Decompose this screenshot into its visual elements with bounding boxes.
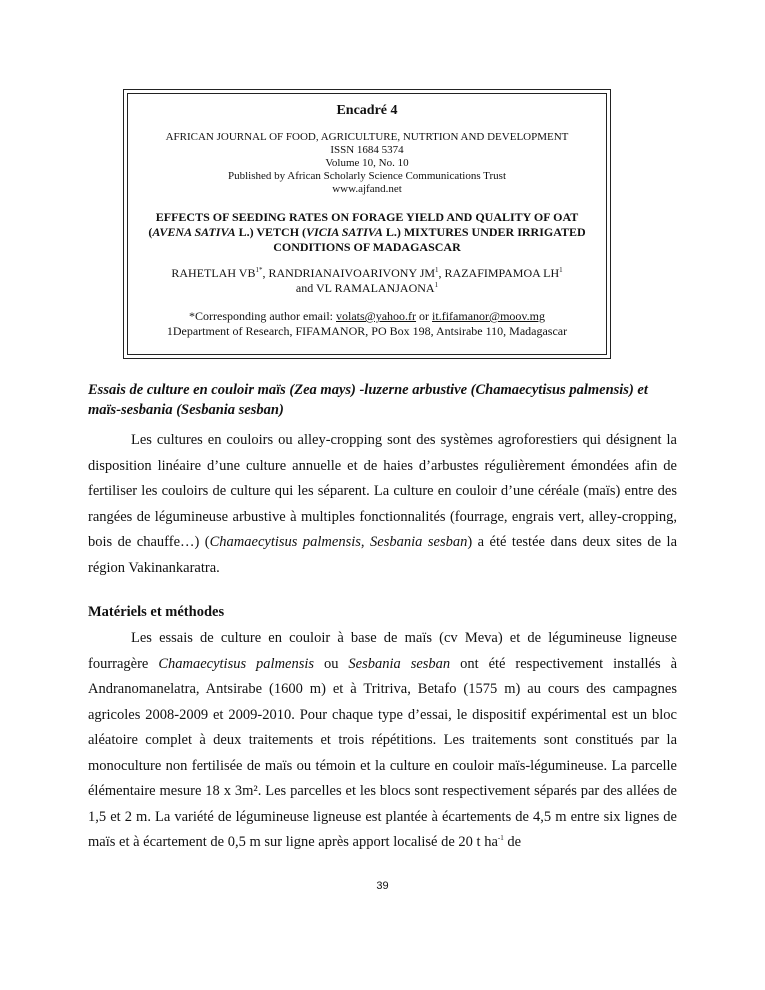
encadre-box [123,89,611,359]
authors: RAHETLAH $VB^{1*}$, RANDRIANAIVOARIVONY $JM^1$, RAZAFIMPAMOA $LH^1$ and VL RAMALANJAONA$^1$ [171,266,563,295]
journal-name: AFRICAN JOURNAL OF FOOD, AGRICULTURE, NUTRTION AND DEVELOPMENT [165,131,569,143]
box-title: Encadré 4 [336,103,398,118]
article-title: EFFECTS OF SEEDING RATES ON FORAGE YIELD AND QUALITY OF OAT (AVENA SATIVA L.) VETCH (VICIA SATIVA L.) MIXTURES UNDER IRRIGATED CONDITIONS OF MADAGASCAR [148,210,586,254]
affiliation: 1Department of Research, FIFAMANOR, PO Box 198, Antsirabe 110, Madagascar [166,324,568,338]
section-heading-italic: Essais de culture en couloir maïs (Zea mays) -luzerne arbustive (Chamaecytisus palmensis) et maïs-sesbania (Sesbania sesban) [88,382,648,418]
paragraph-methods: Les essais de culture en couloir à base de maïs (cv Meva) et de légumineuse ligneuse fourragère Chamaecytisus palmensis ou Sesbania sesban ont été respectivement installés à Andranomanelatra, Antsirabe (1600 m) et à Tritriva, Betafo (1575 m) au cours des campagnes agricoles 2008-2009 et 2009-2010. Pour chaque type d’essai, le dispositif expérimental est un bloc aléatoire complet à deux traitements et trois répétitions. Les traitements sont constitués par la monoculture non fertilisée de maïs ou témoin et la culture en couloir maïs-légumineuse. La parcelle élémentaire mesure 18 x 3m². Les parcelles et les blocs sont respectivement séparés par des allées de 1,5 et 2 m. La variété de légumineuse ligneuse est plantée à écartements de 4,5 m entre six lignes de maïs et à écartement de 0,5 m sur ligne après apport localisé de 20 t $ha^{-1}$ de [88,630,678,850]
corresponding-author: *Corresponding author email: volats@yahoo.fr or it.fifamanor@moov.mg 1Department of Research, FIFAMANOR, PO Box 198, Antsirabe 110, Madagascar [166,309,568,338]
paragraph-intro: Les cultures en couloirs ou alley-cropping sont des systèmes agroforestiers qui désignent la disposition linéaire d’une culture annuelle et de haies d’arbustes régulièrement émondées afin de fertiliser les couloirs de culture qui les séparent. La culture en couloir d’une céréale (maïs) entre des rangées de légumineuse arbustive à multiples fonctionnalités (fourrage, engrais vert, alley-cropping, bois de chauffe…) (Chamaecytisus palmensis, Sesbania sesban) a été testée dans deux sites de la région Vakinankaratra. [88,432,678,576]
journal-publisher: Published by African Scholarly Science Communications Trust [227,170,507,182]
journal-volume: Volume 10, No. 10 [325,157,409,169]
email-link-yahoo[interactable]: volats@yahoo.fr [336,309,417,323]
journal-info [142,131,592,196]
journal-website: www.ajfand.net [332,183,402,195]
page-number: 39 [376,880,389,892]
journal-issn: ISSN 1684 5374 [330,144,404,156]
section-heading-methods: Matériels et méthodes [88,604,225,620]
email-link-fifamanor[interactable]: it.fifamanor@moov.mg [432,309,545,323]
encadre-inner [127,93,607,355]
